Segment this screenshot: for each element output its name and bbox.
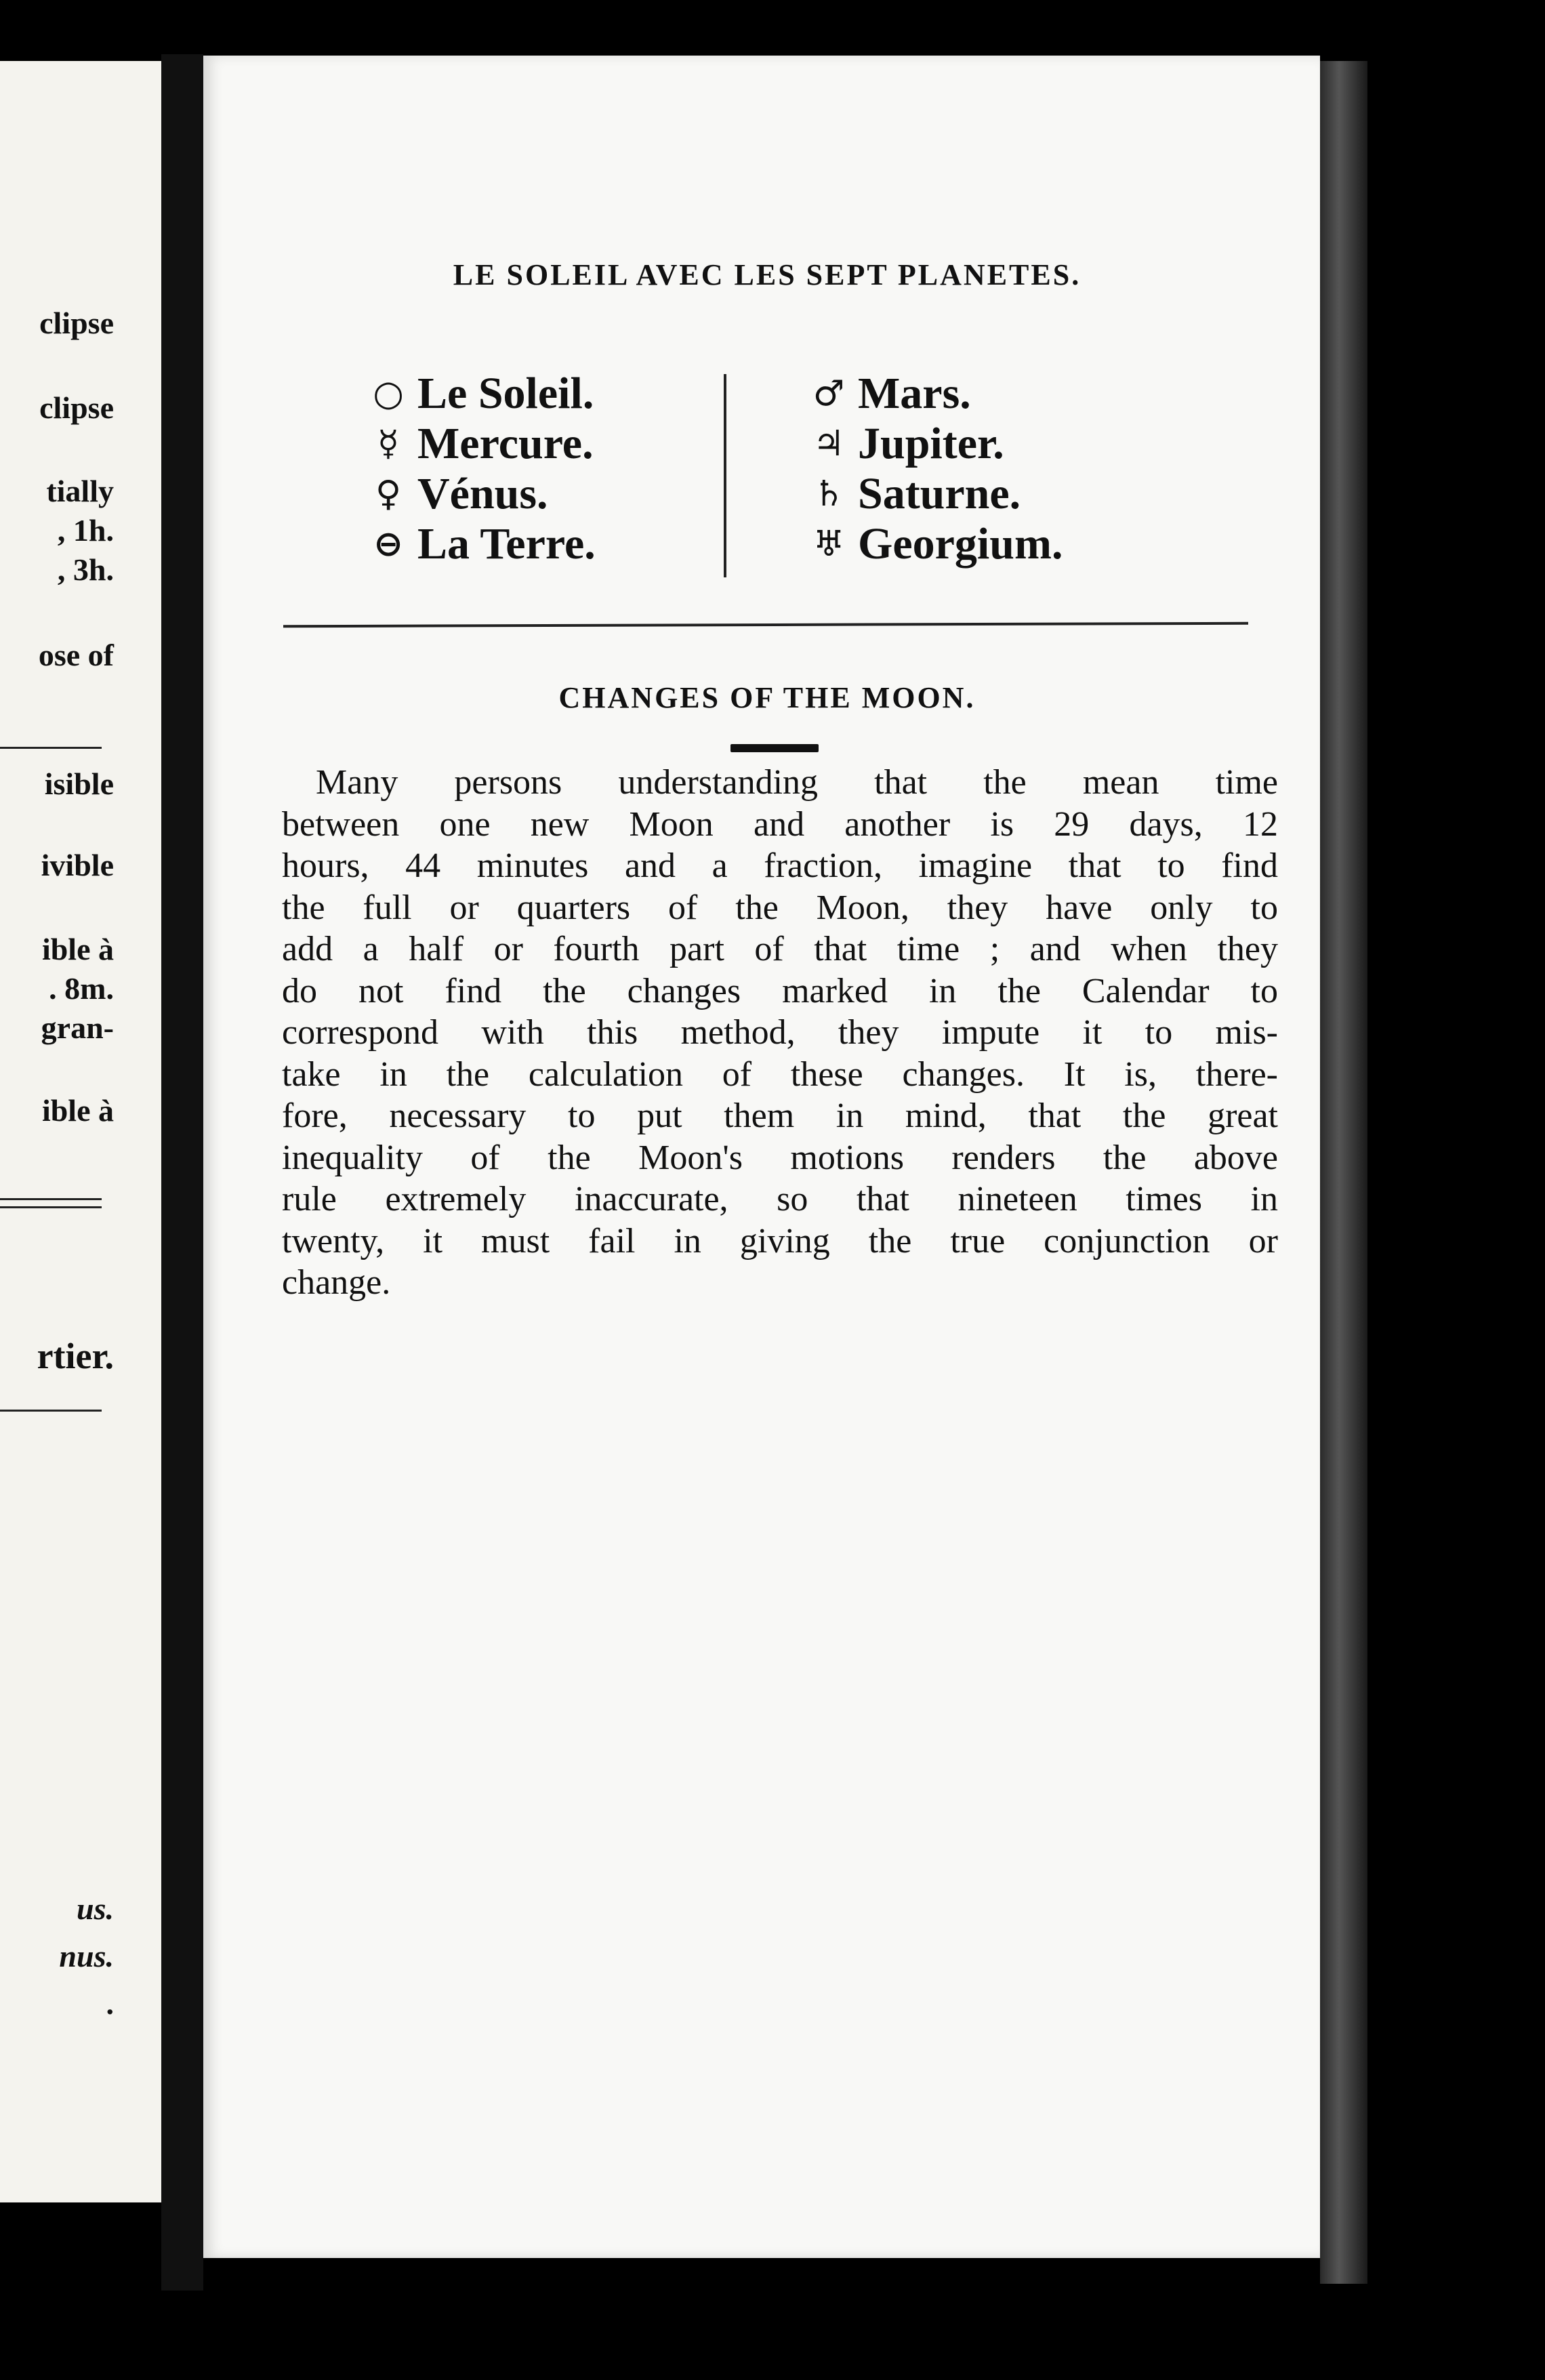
paragraph-line: fore, necessary to put them in mind, that the great [282,1096,1278,1135]
planets-list-left [359,369,596,569]
left-page-fragment: clipse [39,306,114,340]
left-page-fragment: nus. [59,1939,114,1973]
planet-entry [359,469,596,519]
paragraph-line: rule extremely inaccurate, so that nineteen times in [282,1180,1278,1218]
uranus-symbol-icon: ♅ [812,524,845,565]
paragraph-line: hours, 44 minutes and a fraction, imagine that to find [282,846,1278,885]
planet-name: La Terre. [417,519,596,569]
planet-entry [359,419,596,469]
left-page-fragment: ose of [38,638,114,672]
left-page-fragment: . [106,1986,114,2021]
planet-entry [359,369,596,419]
planet-name: Jupiter. [858,419,1004,468]
planet-entry [800,469,1063,519]
left-page-rule [0,747,102,749]
moon-heading: CHANGES OF THE MOON. [558,681,976,714]
planet-entry [800,369,1063,419]
earth-symbol-icon: ⊖ [373,524,403,565]
left-page-fragment: isible [44,766,114,801]
planet-name: Mars. [858,369,971,418]
book-page-edges [1320,61,1367,2284]
left-page-fragment: ible à [41,932,114,966]
heading-underline-rule [730,744,819,752]
planets-heading: LE SOLEIL AVEC LES SEPT PLANETES. [453,258,1082,291]
saturn-symbol-icon: ♄ [812,474,845,514]
paragraph-line: the full or quarters of the Moon, they have only to [282,888,1278,927]
moon-paragraph [282,762,1278,1304]
paragraph-line: do not find the changes marked in the Calendar to [282,971,1278,1010]
planet-name: Vénus. [417,469,548,518]
book-page [203,56,1320,2258]
planets-list-right [800,369,1063,569]
mars-symbol-icon: ♂ [812,373,845,414]
planet-name: Saturne. [858,469,1021,518]
section-divider-rule [283,622,1248,628]
mercury-symbol-icon: ☿ [377,424,399,464]
left-page-fragment: . 8m. [49,971,114,1006]
paragraph-line: change. [282,1263,391,1302]
paragraph-line: take in the calculation of these changes. It is, there- [282,1054,1278,1094]
left-page-fragment: tially [46,474,114,508]
left-page-fragment: gran- [41,1010,114,1045]
left-page-rule [0,1206,102,1208]
planet-entry [359,519,596,569]
left-page-fragment: , 3h. [57,552,114,587]
column-divider [724,374,726,577]
paragraph-line: Many persons understanding that the mean time [316,763,1278,802]
left-page-fragment: ivible [41,848,114,882]
jupiter-symbol-icon: ♃ [812,424,845,464]
left-page-rule [0,1410,102,1412]
paragraph-line: inequality of the Moon's motions renders the above [282,1138,1278,1177]
left-page-fragment: us. [77,1891,114,1926]
venus-symbol-icon: ♀ [375,474,402,514]
planet-name: Georgium. [858,519,1063,569]
planet-name: Le Soleil. [417,369,594,418]
left-page-fragment: , 1h. [57,513,114,548]
paragraph-line: add a half or fourth part of that time ; and when they [282,930,1278,968]
left-page-fragment: clipse [39,390,114,425]
paragraph-line: between one new Moon and another is 29 days, 12 [282,804,1278,844]
sun-symbol-icon: ○ [373,373,404,414]
left-page-fragment: rtier. [37,1336,114,1376]
previous-page-fragment [0,61,161,2202]
left-page-rule [0,1198,102,1200]
planet-name: Mercure. [417,419,594,468]
paragraph-line: twenty, it must fail in giving the true conjunction or [282,1221,1278,1260]
planet-entry [800,519,1063,569]
paragraph-line: correspond with this method, they impute it to mis- [282,1013,1278,1052]
book-gutter [161,54,203,2291]
left-page-fragment: ible à [41,1093,114,1128]
planet-entry [800,419,1063,469]
